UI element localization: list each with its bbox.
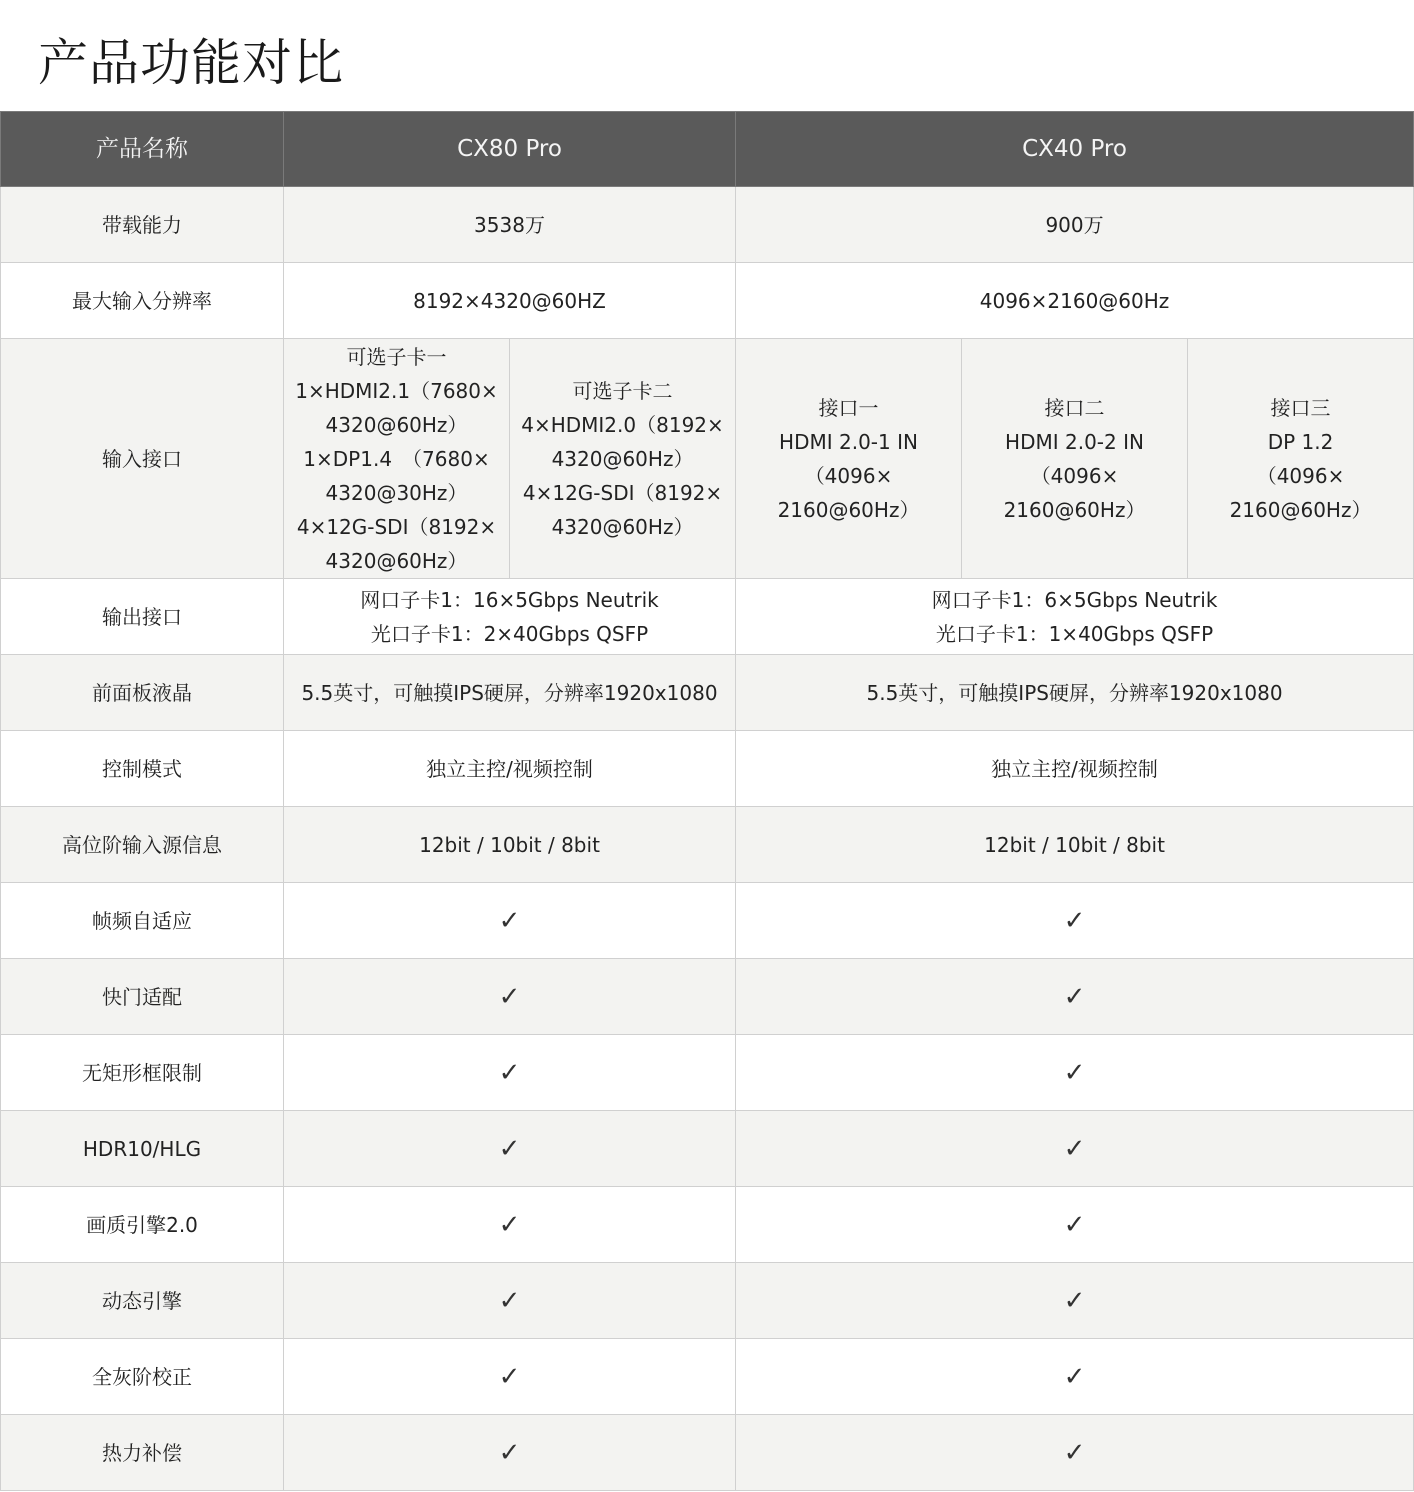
row-label: 快门适配 xyxy=(1,959,284,1035)
header-label: 产品名称 xyxy=(1,112,284,187)
check-icon: ✓ xyxy=(284,959,736,1035)
cx40-output xyxy=(736,579,1414,655)
cx40-value: 4096×2160@60Hz xyxy=(736,263,1414,339)
port2-line: 2160@60Hz） xyxy=(1003,497,1146,522)
card1-line: 4320@60Hz） xyxy=(325,412,468,437)
port1-line: HDMI 2.0-1 IN xyxy=(779,429,918,454)
card2-line: 4×12G-SDI（8192× xyxy=(522,480,723,505)
feature-row xyxy=(1,1187,1414,1263)
port3-line: 接口三 xyxy=(1270,395,1331,420)
cx40-value: 12bit / 10bit / 8bit xyxy=(736,807,1414,883)
row-label: 输出接口 xyxy=(1,579,284,655)
cx80-output xyxy=(284,579,736,655)
card1-line: 可选子卡一 xyxy=(346,344,447,369)
row-label: 前面板液晶 xyxy=(1,655,284,731)
table-row xyxy=(1,655,1414,731)
cx40-input-port1 xyxy=(736,339,962,579)
cx80-input-card2 xyxy=(510,339,736,579)
port1-line: （4096× xyxy=(804,463,893,488)
check-icon: ✓ xyxy=(284,883,736,959)
table-row xyxy=(1,263,1414,339)
row-label: 画质引擎2.0 xyxy=(1,1187,284,1263)
port3-line: DP 1.2 xyxy=(1267,429,1334,454)
header-row xyxy=(1,112,1414,187)
table-row xyxy=(1,807,1414,883)
row-label: 全灰阶校正 xyxy=(1,1339,284,1415)
port1-line: 2160@60Hz） xyxy=(777,497,920,522)
cx80-value: 8192×4320@60HZ xyxy=(284,263,736,339)
output-line: 光口子卡1：1×40Gbps QSFP xyxy=(935,621,1214,646)
check-icon: ✓ xyxy=(736,1035,1414,1111)
row-label: 动态引擎 xyxy=(1,1263,284,1339)
port3-line: （4096× xyxy=(1256,463,1345,488)
feature-row xyxy=(1,1415,1414,1491)
check-icon: ✓ xyxy=(736,1339,1414,1415)
output-line: 光口子卡1：2×40Gbps QSFP xyxy=(370,621,649,646)
cx40-input-port2 xyxy=(962,339,1188,579)
port2-line: 接口二 xyxy=(1044,395,1105,420)
cx80-value: 独立主控/视频控制 xyxy=(284,731,736,807)
row-label: 无矩形框限制 xyxy=(1,1035,284,1111)
card1-line: 4320@30Hz） xyxy=(325,480,468,505)
port2-line: （4096× xyxy=(1030,463,1119,488)
check-icon: ✓ xyxy=(736,883,1414,959)
page-title: 产品功能对比 xyxy=(38,34,344,92)
check-icon: ✓ xyxy=(284,1339,736,1415)
check-icon: ✓ xyxy=(736,1415,1414,1491)
output-line: 网口子卡1：6×5Gbps Neutrik xyxy=(931,587,1218,612)
feature-row xyxy=(1,959,1414,1035)
cx40-value: 900万 xyxy=(736,187,1414,263)
check-icon: ✓ xyxy=(284,1111,736,1187)
cx80-value: 5.5英寸，可触摸IPS硬屏，分辨率1920x1080 xyxy=(284,655,736,731)
comparison-table xyxy=(0,111,1414,1491)
card1-line: 4×12G-SDI（8192× xyxy=(296,514,497,539)
check-icon: ✓ xyxy=(284,1415,736,1491)
row-label: 带载能力 xyxy=(1,187,284,263)
card2-line: 可选子卡二 xyxy=(572,378,673,403)
card2-line: 4320@60Hz） xyxy=(551,514,694,539)
card2-line: 4×HDMI2.0（8192× xyxy=(521,412,724,437)
card2-line: 4320@60Hz） xyxy=(551,446,694,471)
card1-line: 1×DP1.4 （7680× xyxy=(303,446,490,471)
table-row xyxy=(1,731,1414,807)
cx40-value: 5.5英寸，可触摸IPS硬屏，分辨率1920x1080 xyxy=(736,655,1414,731)
check-icon: ✓ xyxy=(284,1187,736,1263)
card1-line: 4320@60Hz） xyxy=(325,548,468,573)
output-line: 网口子卡1：16×5Gbps Neutrik xyxy=(360,587,659,612)
feature-row xyxy=(1,1263,1414,1339)
cx40-input-port3 xyxy=(1188,339,1414,579)
check-icon: ✓ xyxy=(736,1263,1414,1339)
row-label: 高位阶输入源信息 xyxy=(1,807,284,883)
port1-line: 接口一 xyxy=(818,395,879,420)
cx80-value: 12bit / 10bit / 8bit xyxy=(284,807,736,883)
row-label: HDR10/HLG xyxy=(1,1111,284,1187)
check-icon: ✓ xyxy=(284,1263,736,1339)
feature-row xyxy=(1,1111,1414,1187)
cx80-value: 3538万 xyxy=(284,187,736,263)
feature-row xyxy=(1,883,1414,959)
row-label: 帧频自适应 xyxy=(1,883,284,959)
card1-line: 1×HDMI2.1（7680× xyxy=(295,378,498,403)
port3-line: 2160@60Hz） xyxy=(1229,497,1372,522)
row-label: 控制模式 xyxy=(1,731,284,807)
header-product-cx80: CX80 Pro xyxy=(284,112,736,187)
feature-row xyxy=(1,1035,1414,1111)
port2-line: HDMI 2.0-2 IN xyxy=(1005,429,1144,454)
check-icon: ✓ xyxy=(736,1187,1414,1263)
table-row xyxy=(1,579,1414,655)
row-label: 最大输入分辨率 xyxy=(1,263,284,339)
row-label: 热力补偿 xyxy=(1,1415,284,1491)
check-icon: ✓ xyxy=(736,959,1414,1035)
table-row xyxy=(1,187,1414,263)
feature-row xyxy=(1,1339,1414,1415)
cx40-value: 独立主控/视频控制 xyxy=(736,731,1414,807)
cx80-input-card1 xyxy=(284,339,510,579)
row-label: 输入接口 xyxy=(1,339,284,579)
check-icon: ✓ xyxy=(736,1111,1414,1187)
table-row xyxy=(1,339,1414,579)
check-icon: ✓ xyxy=(284,1035,736,1111)
header-product-cx40: CX40 Pro xyxy=(736,112,1414,187)
